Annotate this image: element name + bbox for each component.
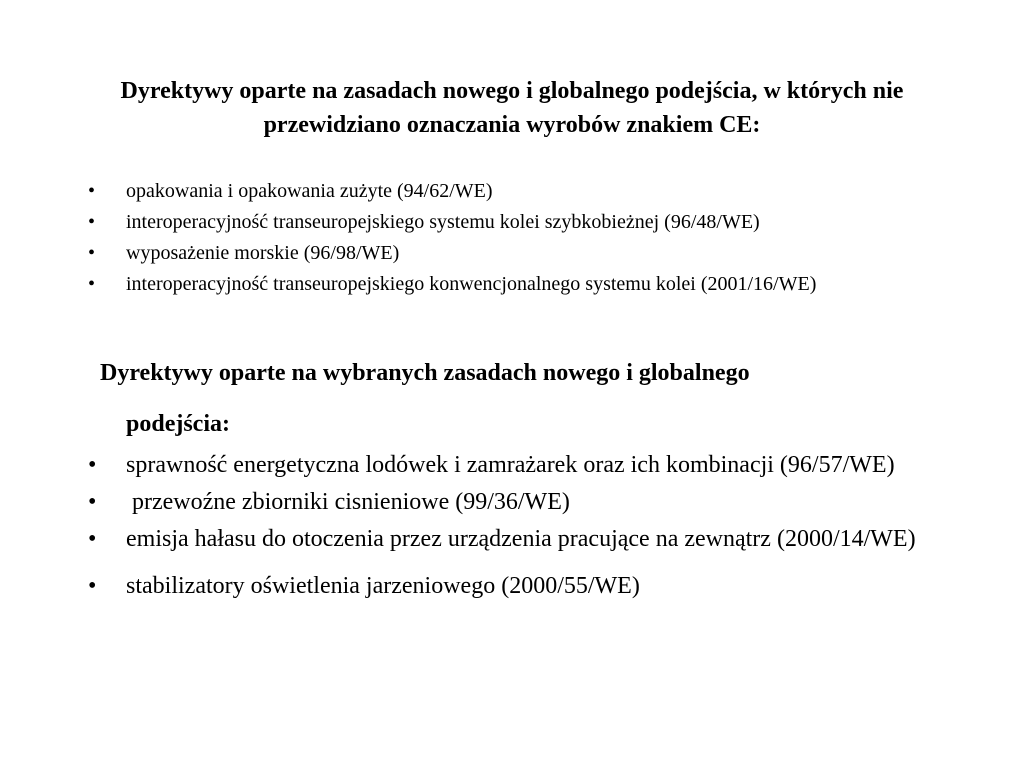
section1-title: Dyrektywy oparte na zasadach nowego i globalnego podejścia, w których nie przewidziano oznaczania wyrobów znakiem CE: <box>120 78 904 138</box>
list-item <box>88 524 968 554</box>
bullet-icon: • <box>88 573 97 599</box>
list-item <box>88 450 968 480</box>
bullet-icon: • <box>88 273 96 295</box>
bullet-icon: • <box>88 211 96 233</box>
section1-list <box>88 178 968 302</box>
bullet-icon: • <box>88 452 97 478</box>
bullet-icon: • <box>88 489 97 515</box>
section2-list <box>88 450 968 608</box>
list-item-text: opakowania i opakowania zużyte (94/62/WE) <box>126 180 493 202</box>
bullet-icon: • <box>88 180 96 202</box>
bullet-icon: • <box>88 526 97 552</box>
list-item <box>88 240 968 267</box>
bullet-icon: • <box>88 242 96 264</box>
list-item <box>88 178 968 205</box>
list-item-text: emisja hałasu do otoczenia przez urządzenia pracujące na zewnątrz (2000/14/WE) <box>126 526 916 552</box>
list-item-text: interoperacyjność transeuropejskiego konwencjonalnego systemu kolei (2001/16/WE) <box>126 273 817 295</box>
list-item-text: przewoźne zbiorniki cisnieniowe (99/36/WE) <box>126 489 570 515</box>
list-item-text: wyposażenie morskie (96/98/WE) <box>126 242 400 264</box>
list-item-text: stabilizatory oświetlenia jarzeniowego (2000/55/WE) <box>126 573 640 599</box>
list-item <box>88 271 968 298</box>
list-item <box>88 487 968 517</box>
section2-heading-continuation: podejścia: <box>126 411 230 437</box>
list-item <box>88 571 968 601</box>
section2-heading: Dyrektywy oparte na wybranych zasadach nowego i globalnego <box>100 360 750 386</box>
list-item-text: sprawność energetyczna lodówek i zamrażarek oraz ich kombinacji (96/57/WE) <box>126 452 895 478</box>
list-item <box>88 209 968 236</box>
list-item-text: interoperacyjność transeuropejskiego systemu kolei szybkobieżnej (96/48/WE) <box>126 211 760 233</box>
